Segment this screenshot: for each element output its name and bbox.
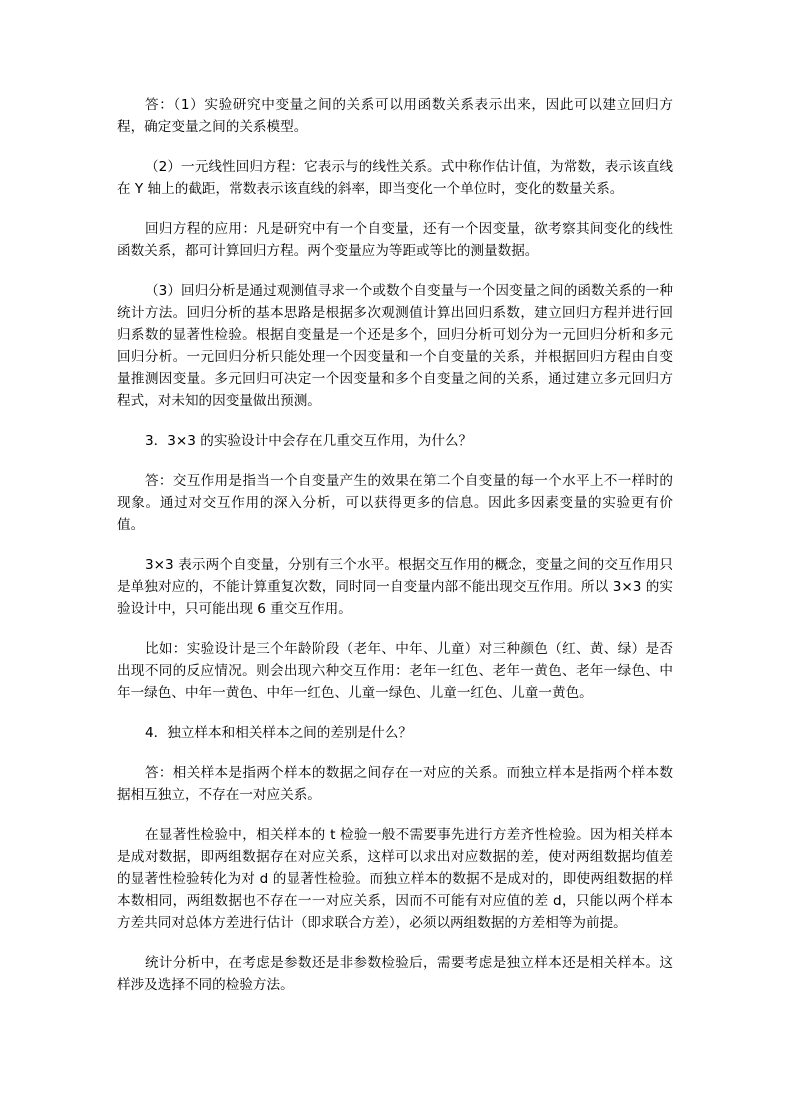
question-4-heading: 4．独立样本和相关样本之间的差别是什么？ [145,725,412,741]
answer-paragraph-9: 在显著性检验中，相关样本的 t 检验一般不需要事先进行方差齐性检验。因为相关样本是成对数据，即两组数据存在对应关系，这样可以求出对应数据的差，使对两组数据均值差的显著性检验转化为对 d 的显著性检验。而独立样本的数据不是成对的，即使两组数据的样本数相同，两组数据也不存在一一对应关系，因而不可能有对应值的差 d，只能以两个样本方差共同对总体方差进行估计（即求联合方差），必须以两组数据的方差相等为前提。 [117,827,673,931]
answer-paragraph-6: 3×3 表示两个自变量，分别有三个水平。根据交互作用的概念，变量之间的交互作用只是单独对应的，不能计算重复次数，同时同一自变量内部不能出现交互作用。所以 3×3 的实验设计中，只可能出现 6 重交互作用。 [117,557,673,617]
answer-paragraph-2: （2）一元线性回归方程：它表示与的线性关系。式中称作估计值，为常数，表示该直线在 Y 轴上的截距，常数表示该直线的斜率，即当变化一个单位时，变化的数量关系。 [117,159,673,197]
answer-paragraph-7: 比如：实验设计是三个年龄阶段（老年、中年、儿童）对三种颜色（红、黄、绿）是否出现不同的反应情况。则会出现六种交互作用：老年一红色、老年一黄色、老年一绿色、中年一绿色、中年一黄色、中年一红色、儿童一绿色、儿童一红色、儿童一黄色。 [117,641,673,701]
answer-paragraph-4: （3）回归分析是通过观测值寻求一个或数个自变量与一个因变量之间的函数关系的一种统计方法。回归分析的基本思路是根据多次观测值计算出回归系数，建立回归方程并进行回归系数的显著性检验。根据自变量是一个还是多个，回归分析可划分为一元回归分析和多元回归分析。一元回归分析只能处理一个因变量和一个自变量的关系，并根据回归方程由自变量推测因变量。多元回归可决定一个因变量和多个自变量之间的关系，通过建立多元回归方程式，对未知的因变量做出预测。 [117,283,673,409]
answer-paragraph-1: 答：（1）实验研究中变量之间的关系可以用函数关系表示出来，因此可以建立回归方程，确定变量之间的关系模型。 [117,97,673,135]
answer-paragraph-10: 统计分析中，在考虑是参数还是非参数检验后，需要考虑是独立样本还是相关样本。这样涉及选择不同的检验方法。 [117,955,673,993]
answer-paragraph-5: 答：交互作用是指当一个自变量产生的效果在第二个自变量的每一个水平上不一样时的现象。通过对交互作用的深入分析，可以获得更多的信息。因此多因素变量的实验更有价值。 [117,473,673,533]
answer-paragraph-8: 答：相关样本是指两个样本的数据之间存在一对应的关系。而独立样本是指两个样本数据相互独立，不存在一对应关系。 [117,765,673,803]
question-3-heading: 3．3×3 的实验设计中会存在几重交互作用，为什么？ [145,433,473,449]
answer-paragraph-3: 回归方程的应用：凡是研究中有一个自变量，还有一个因变量，欲考察其间变化的线性函数关系，都可计算回归方程。两个变量应为等距或等比的测量数据。 [117,221,673,259]
document-page [117,94,673,1014]
